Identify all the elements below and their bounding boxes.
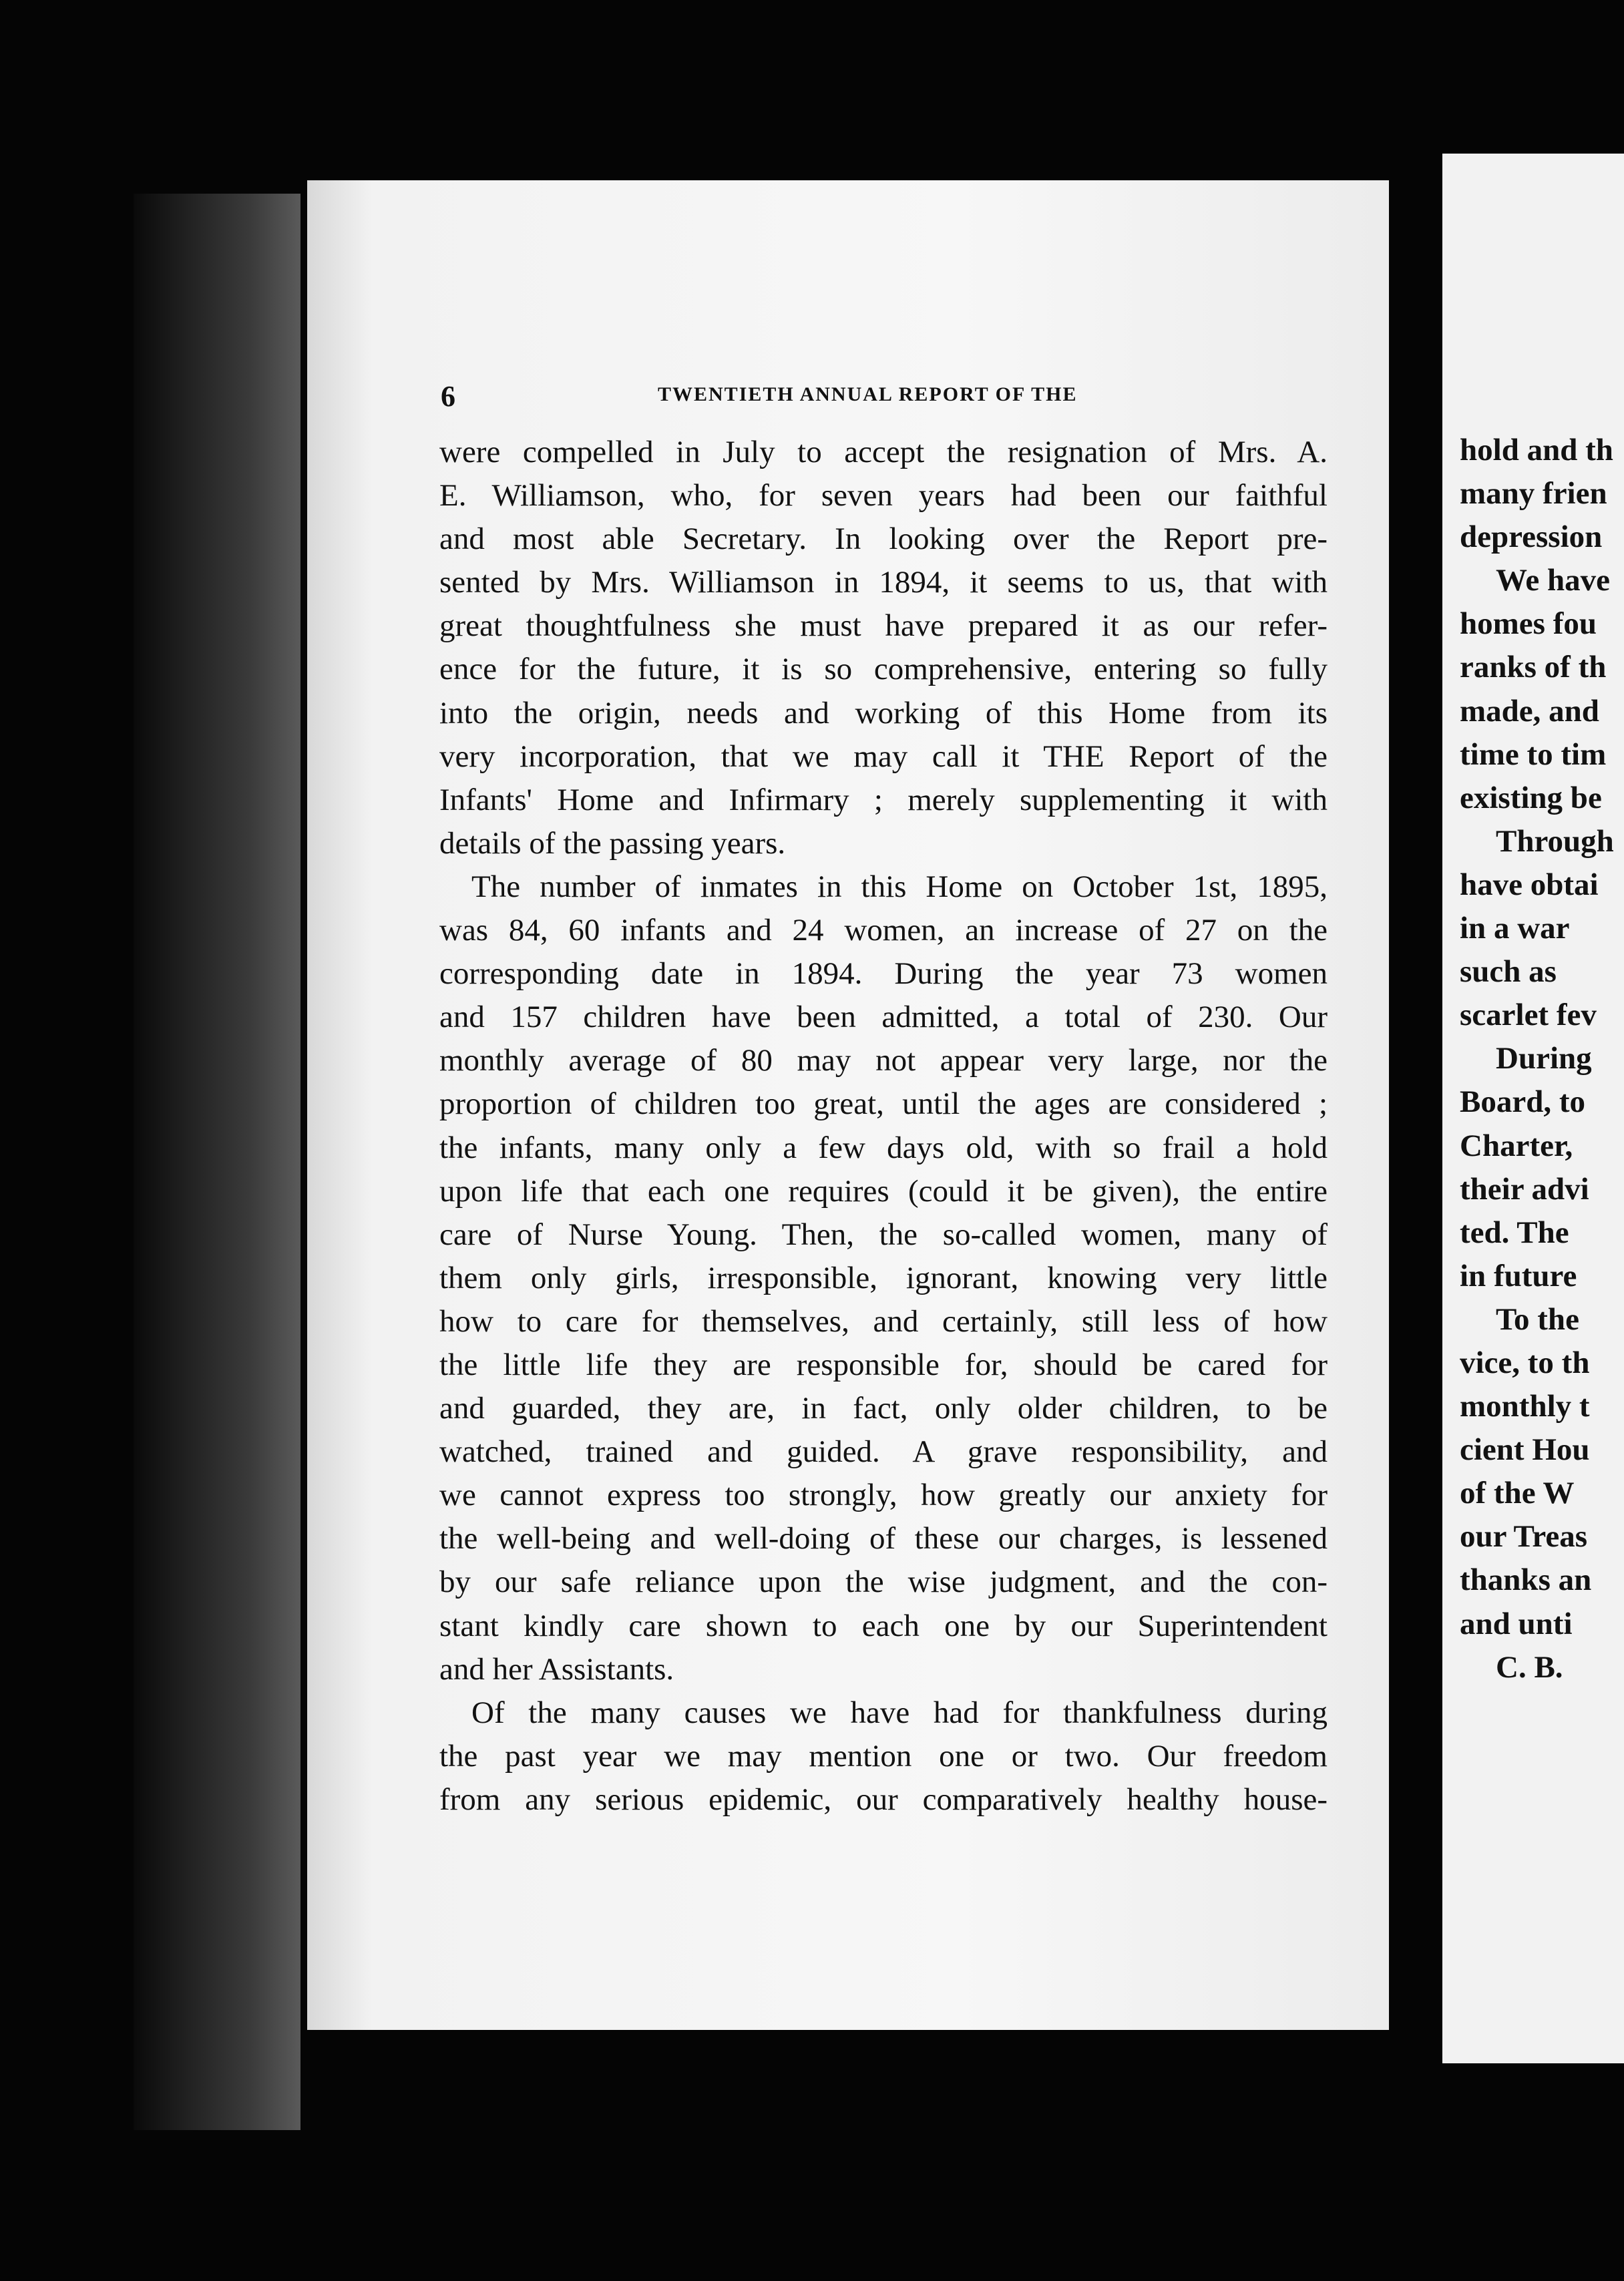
text-line: sented by Mrs. Williamson in 1894, it seems to us, that with (439, 565, 1328, 600)
right-line: cient Hou (1460, 1432, 1590, 1468)
right-line: of the W (1460, 1476, 1575, 1511)
text-line: corresponding date in 1894. During the year 73 women (439, 956, 1328, 992)
text-line: ence for the future, it is so comprehensive, entering so fully (439, 652, 1328, 687)
right-page-text (1460, 429, 1624, 1689)
running-head: TWENTIETH ANNUAL REPORT OF THE (658, 383, 1078, 405)
right-line: hold and th (1460, 433, 1613, 467)
text-line: from any serious epidemic, our comparatively healthy house- (439, 1782, 1328, 1817)
right-page (1442, 154, 1624, 2063)
right-line: We have (1496, 563, 1611, 598)
right-line: Charter, (1460, 1128, 1573, 1163)
text-line: great thoughtfulness she must have prepared it as our refer- (439, 608, 1328, 644)
right-line: During (1496, 1041, 1592, 1076)
text-line: and guarded, they are, in fact, only older children, to be (439, 1391, 1328, 1426)
text-line: upon life that each one requires (could it be given), the entire (439, 1173, 1328, 1209)
page-number: 6 (441, 380, 455, 413)
text-line: were compelled in July to accept the resignation of Mrs. A. (439, 435, 1328, 469)
text-line: the little life they are responsible for, should be cared for (439, 1347, 1328, 1382)
page-header (441, 379, 1309, 413)
text-line: the infants, many only a few days old, with so frail a hold (439, 1130, 1328, 1165)
text-line: very incorporation, that we may call it THE Report of the (439, 739, 1328, 774)
text-line: E. Williamson, who, for seven years had been our faithful (439, 478, 1328, 513)
text-line: and her Assistants. (439, 1651, 674, 1687)
text-line: into the origin, needs and working of this Home from its (439, 695, 1328, 731)
right-line: and unti (1460, 1606, 1573, 1641)
text-line: and 157 children have been admitted, a total of 230. Our (439, 1000, 1328, 1035)
text-line: was 84, 60 infants and 24 women, an increase of 27 on the (439, 913, 1328, 948)
text-line: The number of inmates in this Home on October 1st, 1895, (471, 869, 1328, 904)
text-line: care of Nurse Young. Then, the so-called women, many of (439, 1217, 1328, 1252)
right-line: in future (1460, 1258, 1577, 1293)
right-line: C. B. (1496, 1649, 1563, 1685)
right-line: homes fou (1460, 606, 1597, 642)
right-line: their advi (1460, 1171, 1589, 1207)
text-line: proportion of children too great, until the ages are considered ; (439, 1086, 1328, 1122)
right-line: made, and (1460, 693, 1599, 729)
right-line: monthly t (1460, 1389, 1590, 1424)
right-line: Through (1496, 823, 1614, 859)
text-line: stant kindly care shown to each one by our Superintendent (439, 1608, 1328, 1643)
text-line: and most able Secretary. In looking over the Report pre- (439, 522, 1328, 557)
text-line: we cannot express too strongly, how greatly our anxiety for (439, 1478, 1328, 1513)
right-line: ted. The (1460, 1215, 1569, 1250)
right-line: depression (1460, 520, 1603, 555)
text-line: watched, trained and guided. A grave responsibility, and (439, 1434, 1328, 1470)
right-line: such as (1460, 954, 1557, 990)
right-line: scarlet fev (1460, 998, 1597, 1033)
text-line: monthly average of 80 may not appear very large, nor the (439, 1043, 1328, 1078)
book-gutter (1389, 167, 1442, 2077)
right-line: thanks an (1460, 1563, 1592, 1598)
right-line: many frien (1460, 476, 1607, 511)
right-line: our Treas (1460, 1519, 1588, 1554)
text-line: details of the passing years. (439, 825, 786, 861)
right-line: Board, to (1460, 1084, 1585, 1120)
text-line: by our safe reliance upon the wise judgment, and the con- (439, 1565, 1328, 1600)
right-line: existing be (1460, 780, 1602, 815)
text-line: Of the many causes we have had for thankfulness during (471, 1695, 1328, 1730)
text-line: Infants' Home and Infirmary ; merely supplementing it with (439, 782, 1328, 817)
book-edge-left (134, 194, 300, 2130)
right-line: have obtai (1460, 867, 1599, 902)
right-line: time to tim (1460, 737, 1607, 772)
text-line: the well-being and well-doing of these our charges, is lessened (439, 1521, 1328, 1557)
right-line: ranks of th (1460, 650, 1607, 685)
left-page-text (439, 431, 1328, 1822)
text-line: the past year we may mention one or two. Our freedom (439, 1738, 1328, 1774)
right-line: in a war (1460, 911, 1570, 946)
right-line: vice, to th (1460, 1345, 1590, 1380)
text-line: how to care for themselves, and certainly, still less of how (439, 1303, 1328, 1339)
right-line: To the (1496, 1301, 1579, 1337)
text-line: them only girls, irresponsible, ignorant, knowing very little (439, 1260, 1328, 1295)
